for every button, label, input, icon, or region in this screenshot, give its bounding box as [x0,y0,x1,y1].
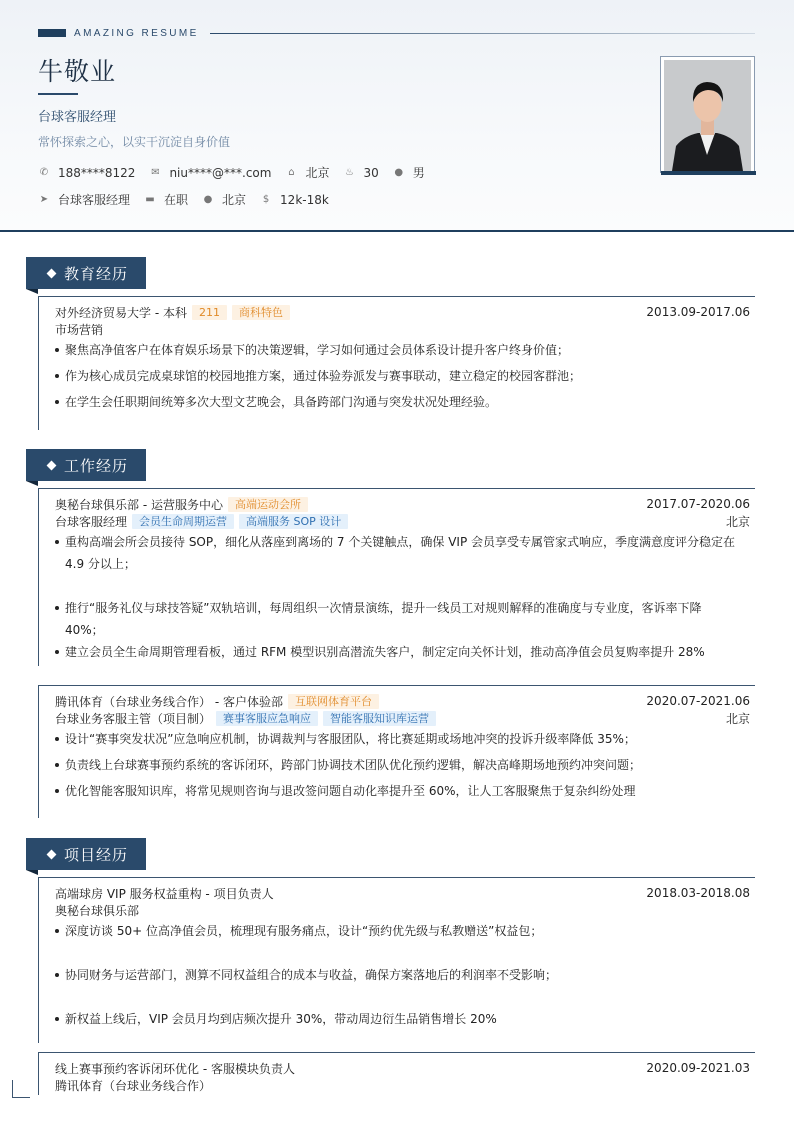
section-work-header [26,449,146,481]
tag: 智能客服知识库运营 [323,711,436,726]
education-row [55,304,750,320]
company-row [55,693,750,709]
section-education-header [26,257,146,289]
info-email [149,166,271,180]
info-status [144,191,188,208]
bullet-item: 协同财务与运营部门，测算不同权益组合的成本与收益，确保方案落地后的利润率不受影响； [55,964,735,986]
target-job-text: 台球客服经理 [58,193,131,207]
home-icon: ⌂ [288,167,295,178]
info-row-1 [38,164,439,181]
major: 市场营销 [55,322,104,337]
page-corner-mark [12,1080,30,1098]
work-block-1 [38,488,755,668]
phone-icon: ✆ [39,167,49,178]
diamond-icon [47,268,57,278]
ribbon-fold [26,289,38,294]
phone-text: 188****8122 [58,165,136,180]
briefcase-icon: ▬ [145,194,155,205]
person-silhouette-icon [664,60,751,171]
section-project-header [26,838,146,870]
status-text: 在职 [164,193,189,207]
info-row-2 [38,191,343,208]
mail-icon: ✉ [151,167,160,178]
block-top-rule [38,877,755,878]
tag: 高端服务 SOP 设计 [239,514,348,529]
tag: 会员生命周期运营 [132,514,234,529]
candidate-name: 牛敬业 [38,57,117,86]
bullet-item: 优化智能客服知识库，将常见规则咨询与退改签问题自动化率提升至 60%，让人工客服聚焦于复杂纠纷处理 [55,780,735,802]
project-block-2 [38,1052,755,1097]
date-range: 2018.03-2018.08 [646,886,750,900]
diamond-icon [47,460,57,470]
home-text: 北京 [305,166,330,180]
project-title: 高端球房 VIP 服务权益重构 - 项目负责人 [55,886,274,901]
section-title: 教育经历 [64,264,129,283]
bullet-item: 负责线上台球赛事预约系统的客诉闭环，跨部门协调技术团队优化预约逻辑，解决高峰期场地预约冲突问题； [55,754,735,776]
date-range: 2017.07-2020.06 [646,497,750,511]
date-range: 2020.07-2021.06 [646,694,750,708]
info-gender [393,164,425,181]
avatar [664,60,751,171]
company-row [55,496,750,512]
section-title: 工作经历 [64,456,129,475]
send-icon: ➤ [39,194,49,205]
role-row [55,710,750,726]
section-title: 项目经历 [64,845,129,864]
tag: 高端运动会所 [228,497,308,512]
tag: 赛事客服应急响应 [216,711,318,726]
bullet-item: 重构高端会所会员接待 SOP，细化从落座到离场的 7 个关键触点，确保 VIP 会员享受专属管家式响应，季度满意度评分稳定在 4.9 分以上； [55,531,735,575]
tag: 211 [192,305,227,320]
role: 台球客服经理 [55,514,128,529]
project-block-1 [38,877,755,1045]
role-row [55,513,750,529]
org-row [55,1077,750,1093]
salary-text: 12k-18k [280,192,329,207]
brand [38,26,199,40]
info-age [343,166,378,180]
bullet-item: 推行“服务礼仪与球技答疑”双轨培训，每周组织一次情景演练，提升一线员工对规则解释的准确度与专业度，客诉率下降 40%； [55,597,735,641]
block-top-rule [38,1052,755,1053]
project-title: 线上赛事预约客诉闭环优化 - 客服模块负责人 [55,1061,295,1076]
organization: 奥秘台球俱乐部 [55,903,140,918]
photo-accent-bar [661,171,756,175]
job-title: 台球客服经理 [38,110,117,125]
company-name: 奥秘台球俱乐部 - 运营服务中心 [55,497,223,512]
diamond-icon [47,849,57,859]
block-left-rule [38,296,39,430]
major-row [55,321,750,337]
motto: 常怀探索之心，以实干沉淀自身价值 [38,135,231,149]
age-text: 30 [363,165,379,180]
info-salary [260,193,329,207]
tag: 互联网体育平台 [288,694,379,709]
cake-icon: ♨ [344,167,354,178]
name-underline [38,93,78,95]
date-range: 2013.09-2017.06 [646,305,750,319]
bullet-item: 深度访谈 50+ 位高净值会员，梳理现有服务痛点，设计“预约优先级与私教赠送”权益包； [55,920,735,942]
profile-photo [660,56,755,173]
bullet-item: 作为核心成员完成桌球馆的校园地推方案，通过体验券派发与赛事联动，建立稳定的校园客群池； [55,365,735,387]
bullet-item: 在学生会任职期间统筹多次大型文艺晚会，具备跨部门沟通与突发状况处理经验。 [55,391,735,413]
brand-bar [38,29,66,37]
brand-text: AMAZING RESUME [74,27,199,39]
project-row [55,885,750,901]
education-block [38,296,755,432]
block-top-rule [38,685,755,686]
city: 北京 [725,711,750,726]
info-phone [38,166,135,180]
block-left-rule [38,877,39,1043]
header-divider [0,230,794,232]
gender-icon: ● [394,167,404,178]
bullet-item: 聚焦高净值客户在体育娱乐场景下的决策逻辑，学习如何通过会员体系设计提升客户终身价值； [55,339,735,361]
location-text: 北京 [222,193,247,207]
bullet-item: 新权益上线后，VIP 会员月均到店频次提升 30%，带动周边衍生品销售增长 20% [55,1008,735,1030]
info-target-job [38,191,130,208]
block-left-rule [38,685,39,818]
tag: 商科特色 [232,305,290,320]
city: 北京 [725,514,750,529]
salary-icon: $ [262,194,270,205]
gender-text: 男 [412,166,425,180]
organization: 腾讯体育（台球业务线合作） [55,1078,212,1093]
org-row [55,902,750,918]
date-range: 2020.09-2021.03 [646,1061,750,1075]
email-text: niu****@***.com [169,165,272,180]
block-left-rule [38,488,39,666]
info-home [285,164,329,181]
brand-rule [210,33,755,34]
ribbon-fold [26,481,38,486]
role: 台球业务客服主管（项目制） [55,711,212,726]
block-top-rule [38,488,755,489]
school-name: 对外经济贸易大学 - 本科 [55,305,187,320]
company-name: 腾讯体育（台球业务线合作） - 客户体验部 [55,694,283,709]
bullet-item: 建立会员全生命周期管理看板，通过 RFM 模型识别高潜流失客户，制定定向关怀计划，推动高净值会员复购率提升 28% [55,641,735,663]
info-location [202,191,246,208]
block-left-rule [38,1052,39,1095]
work-block-2 [38,685,755,820]
block-top-rule [38,296,755,297]
ribbon-fold [26,870,38,875]
project-row [55,1060,750,1076]
bullet-item: 设计“赛事突发状况”应急响应机制，协调裁判与客服团队，将比赛延期或场地冲突的投诉升级率降低 35%； [55,728,735,750]
location-icon: ● [203,194,213,205]
